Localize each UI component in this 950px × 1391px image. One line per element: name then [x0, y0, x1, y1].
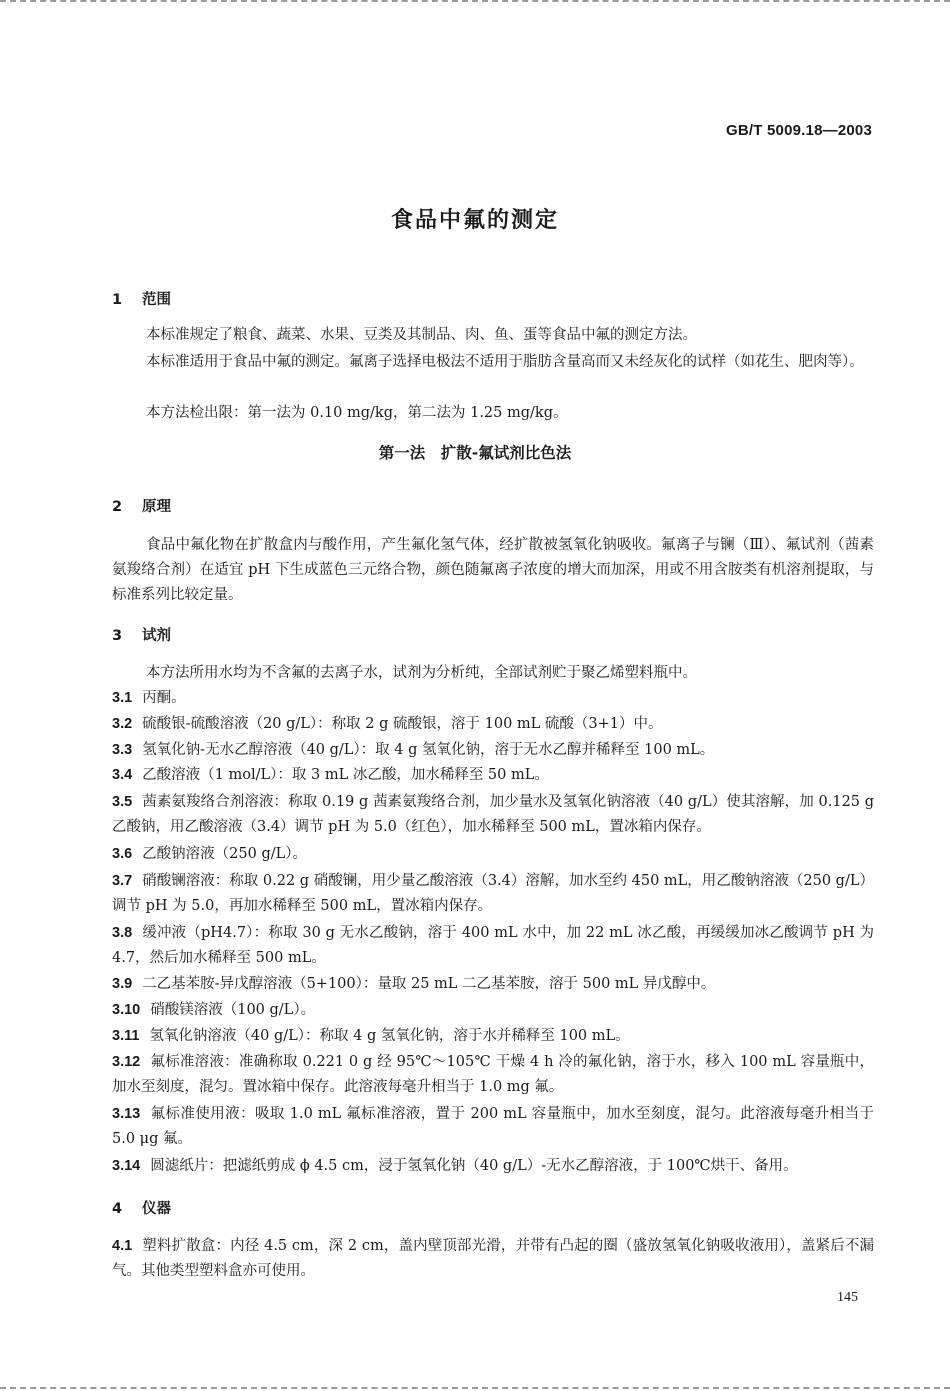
section-title: 仪器	[142, 1201, 171, 1217]
list-item: 3.14 圆滤纸片：把滤纸剪成 ϕ 4.5 cm，浸于氢氧化钠（40 g/L）-无水乙醇溶液，于 100℃烘干、备用。	[112, 1158, 798, 1174]
list-item: 3.10 硝酸镁溶液（100 g/L）。	[112, 1002, 316, 1018]
section-heading-instruments	[112, 1197, 171, 1218]
list-item: 3.3 氢氧化钠-无水乙醇溶液（40 g/L）：取 4 g 氢氧化钠，溶于无水乙醇并稀释至 100 mL。	[112, 742, 715, 758]
section-title: 试剂	[142, 628, 171, 644]
page-number: 145	[837, 1290, 858, 1305]
paragraph: 本方法所用水均为不含氟的去离子水，试剂为分析纯，全部试剂贮于聚乙烯塑料瓶中。	[146, 665, 697, 681]
list-item: 3.6 乙酸钠溶液（250 g/L）。	[112, 846, 308, 862]
paragraph: 本标准适用于食品中氟的测定。氟离子选择电极法不适用于脂肪含量高而又未经灰化的试样（如花生、肥肉等）。	[146, 354, 864, 370]
section-number: 4	[112, 1201, 123, 1217]
section-number: 1	[112, 292, 123, 308]
list-item: 3.7 硝酸镧溶液：称取 0.22 g 硝酸镧，用少量乙酸溶液（3.4）溶解，加水至约 450 mL，用乙酸钠溶液（250 g/L）调节 pH 为 5.0，再加水稀释至 500 mL，置冰箱内保存。	[112, 873, 874, 914]
list-item: 3.11 氢氧化钠溶液（40 g/L）：称取 4 g 氢氧化钠，溶于水并稀释至 100 mL。	[112, 1028, 630, 1044]
list-item: 4.1 塑料扩散盒：内径 4.5 cm，深 2 cm，盖内壁顶部光滑，并带有凸起的圈（盛放氢氧化钠吸收液用），盖紧后不漏气。其他类型塑料盒亦可使用。	[112, 1238, 874, 1279]
list-item: 3.5 茜素氨羧络合剂溶液：称取 0.19 g 茜素氨羧络合剂，加少量水及氢氧化钠溶液（40 g/L）使其溶解，加 0.125 g 乙酸钠，用乙酸溶液（3.4）调节 pH 为 5.0（红色），加水稀释至 500 mL，置冰箱内保存。	[112, 794, 874, 835]
scan-edge-bottom	[0, 1383, 950, 1389]
section-title: 范围	[142, 292, 171, 308]
scan-edge-top	[0, 0, 950, 8]
section-heading-scope	[112, 288, 171, 309]
list-item: 3.9 二乙基苯胺-异戊醇溶液（5+100）：量取 25 mL 二乙基苯胺，溶于 500 mL 异戊醇中。	[112, 976, 716, 992]
paragraph: 本方法检出限：第一法为 0.10 mg/kg，第二法为 1.25 mg/kg。	[146, 405, 568, 421]
list-item: 3.8 缓冲液（pH4.7）：称取 30 g 无水乙酸钠，溶于 400 mL 水中，加 22 mL 冰乙酸，再缓缓加冰乙酸调节 pH 为 4.7，然后加水稀释至 500 mL。	[112, 925, 874, 966]
method-title: 第一法 扩散-氟试剂比色法	[378, 444, 572, 462]
paragraph: 食品中氟化物在扩散盒内与酸作用，产生氟化氢气体，经扩散被氢氧化钠吸收。氟离子与镧（Ⅲ）、氟试剂（茜素氨羧络合剂）在适宜 pH 下生成蓝色三元络合物，颜色随氟离子浓度的增大而加深，用或不用含胺类有机溶剂提取，与标准系列比较定量。	[112, 537, 875, 603]
list-item: 3.13 氟标准使用液：吸取 1.0 mL 氟标准溶液，置于 200 mL 容量瓶中，加水至刻度，混匀。此溶液每毫升相当于 5.0 μg 氟。	[112, 1106, 874, 1147]
list-item: 3.2 硫酸银-硫酸溶液（20 g/L）：称取 2 g 硫酸银，溶于 100 mL 硫酸（3+1）中。	[112, 716, 663, 732]
section-heading-principle	[112, 495, 171, 516]
document-title: 食品中氟的测定	[390, 208, 559, 233]
section-heading-reagents	[112, 624, 171, 645]
section-number: 3	[112, 628, 123, 644]
list-item: 3.12 氟标准溶液：准确称取 0.221 0 g 经 95℃～105℃ 干燥 4 h 冷的氟化钠，溶于水，移入 100 mL 容量瓶中，加水至刻度，混匀。置冰箱中保存。此溶液每毫升相当于 1.0 mg 氟。	[112, 1054, 874, 1095]
section-number: 2	[112, 499, 123, 515]
list-item: 3.4 乙酸溶液（1 mol/L）：取 3 mL 冰乙酸，加水稀释至 50 mL。	[112, 767, 549, 783]
standard-code: GB/T 5009.18—2003	[726, 122, 872, 139]
section-title: 原理	[142, 499, 171, 515]
paragraph: 本标准规定了粮食、蔬菜、水果、豆类及其制品、肉、鱼、蛋等食品中氟的测定方法。	[146, 327, 697, 343]
list-item: 3.1 丙酮。	[112, 690, 186, 706]
